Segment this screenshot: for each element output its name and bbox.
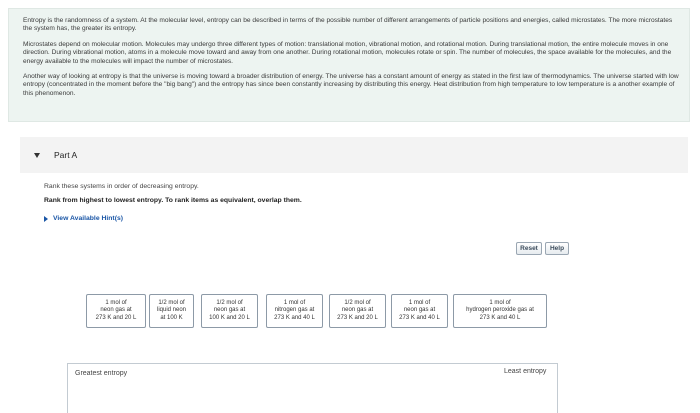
intro-panel <box>8 8 690 122</box>
collapse-arrow-icon[interactable] <box>34 153 40 158</box>
part-a-header[interactable] <box>20 137 688 173</box>
help-button[interactable]: Help <box>545 242 569 255</box>
greatest-entropy-label: Greatest entropy <box>75 370 128 377</box>
rank-item[interactable]: 1 mol of hydrogen peroxide gas at 273 K and 40 L <box>453 294 547 328</box>
rank-item[interactable]: 1/2 mol of neon gas at 100 K and 20 L <box>201 294 258 328</box>
rank-item[interactable]: 1 mol of neon gas at 273 K and 40 L <box>391 294 448 328</box>
reset-button[interactable]: Reset <box>516 242 542 255</box>
rank-item[interactable]: 1/2 mol of liquid neon at 100 K <box>149 294 194 328</box>
view-hints-link[interactable]: View Available Hint(s) <box>53 215 124 222</box>
ranking-drop-zone[interactable] <box>67 363 558 413</box>
intro-paragraph: Entropy is the randomness of a system. At the molecular level, entropy can be described in terms of the possible number of different arrangements of particle positions and energies, called microstates. The more microstates the system has, the greater its entropy. <box>23 17 673 33</box>
rank-item[interactable]: 1/2 mol of neon gas at 273 K and 20 L <box>329 294 386 328</box>
part-a-content <box>20 173 688 409</box>
part-a-label: Part A <box>54 150 78 160</box>
rank-item[interactable]: 1 mol of nitrogen gas at 273 K and 40 L <box>266 294 323 328</box>
intro-paragraph: Another way of looking at entropy is that the universe is moving toward a broader distribution of energy. The universe has a constant amount of energy as stated in the first law of thermodynamics. The universe started with low entropy (concentrated in the moment before the "big bang") and the entropy has since been constantly increasing by distributing this energy. Heat distribution from high temperature to low temperature is a another example of this phenomenon. <box>23 73 679 97</box>
caret-right-icon <box>44 216 48 222</box>
hints-toggle[interactable] <box>44 215 123 222</box>
instruction-text: Rank from highest to lowest entropy. To rank items as equivalent, overlap them. <box>44 197 302 204</box>
least-entropy-label: Least entropy <box>504 368 547 375</box>
question-text: Rank these systems in order of decreasing entropy. <box>44 183 199 190</box>
intro-paragraph: Microstates depend on molecular motion. Molecules may undergo three different types of motion: translational motion, vibrational motion, and rotational motion. During translational motion, the entire molecule moves in one direction. During vibrational motion, atoms in a molecule move toward and away from one another. During rotational motion, molecules rotate or spin. The number of molecules, the space available for the molecules, and the energy available to the molecules will impact the number of microstates. <box>23 40 672 65</box>
rank-item[interactable]: 1 mol of neon gas at 273 K and 20 L <box>86 294 146 328</box>
